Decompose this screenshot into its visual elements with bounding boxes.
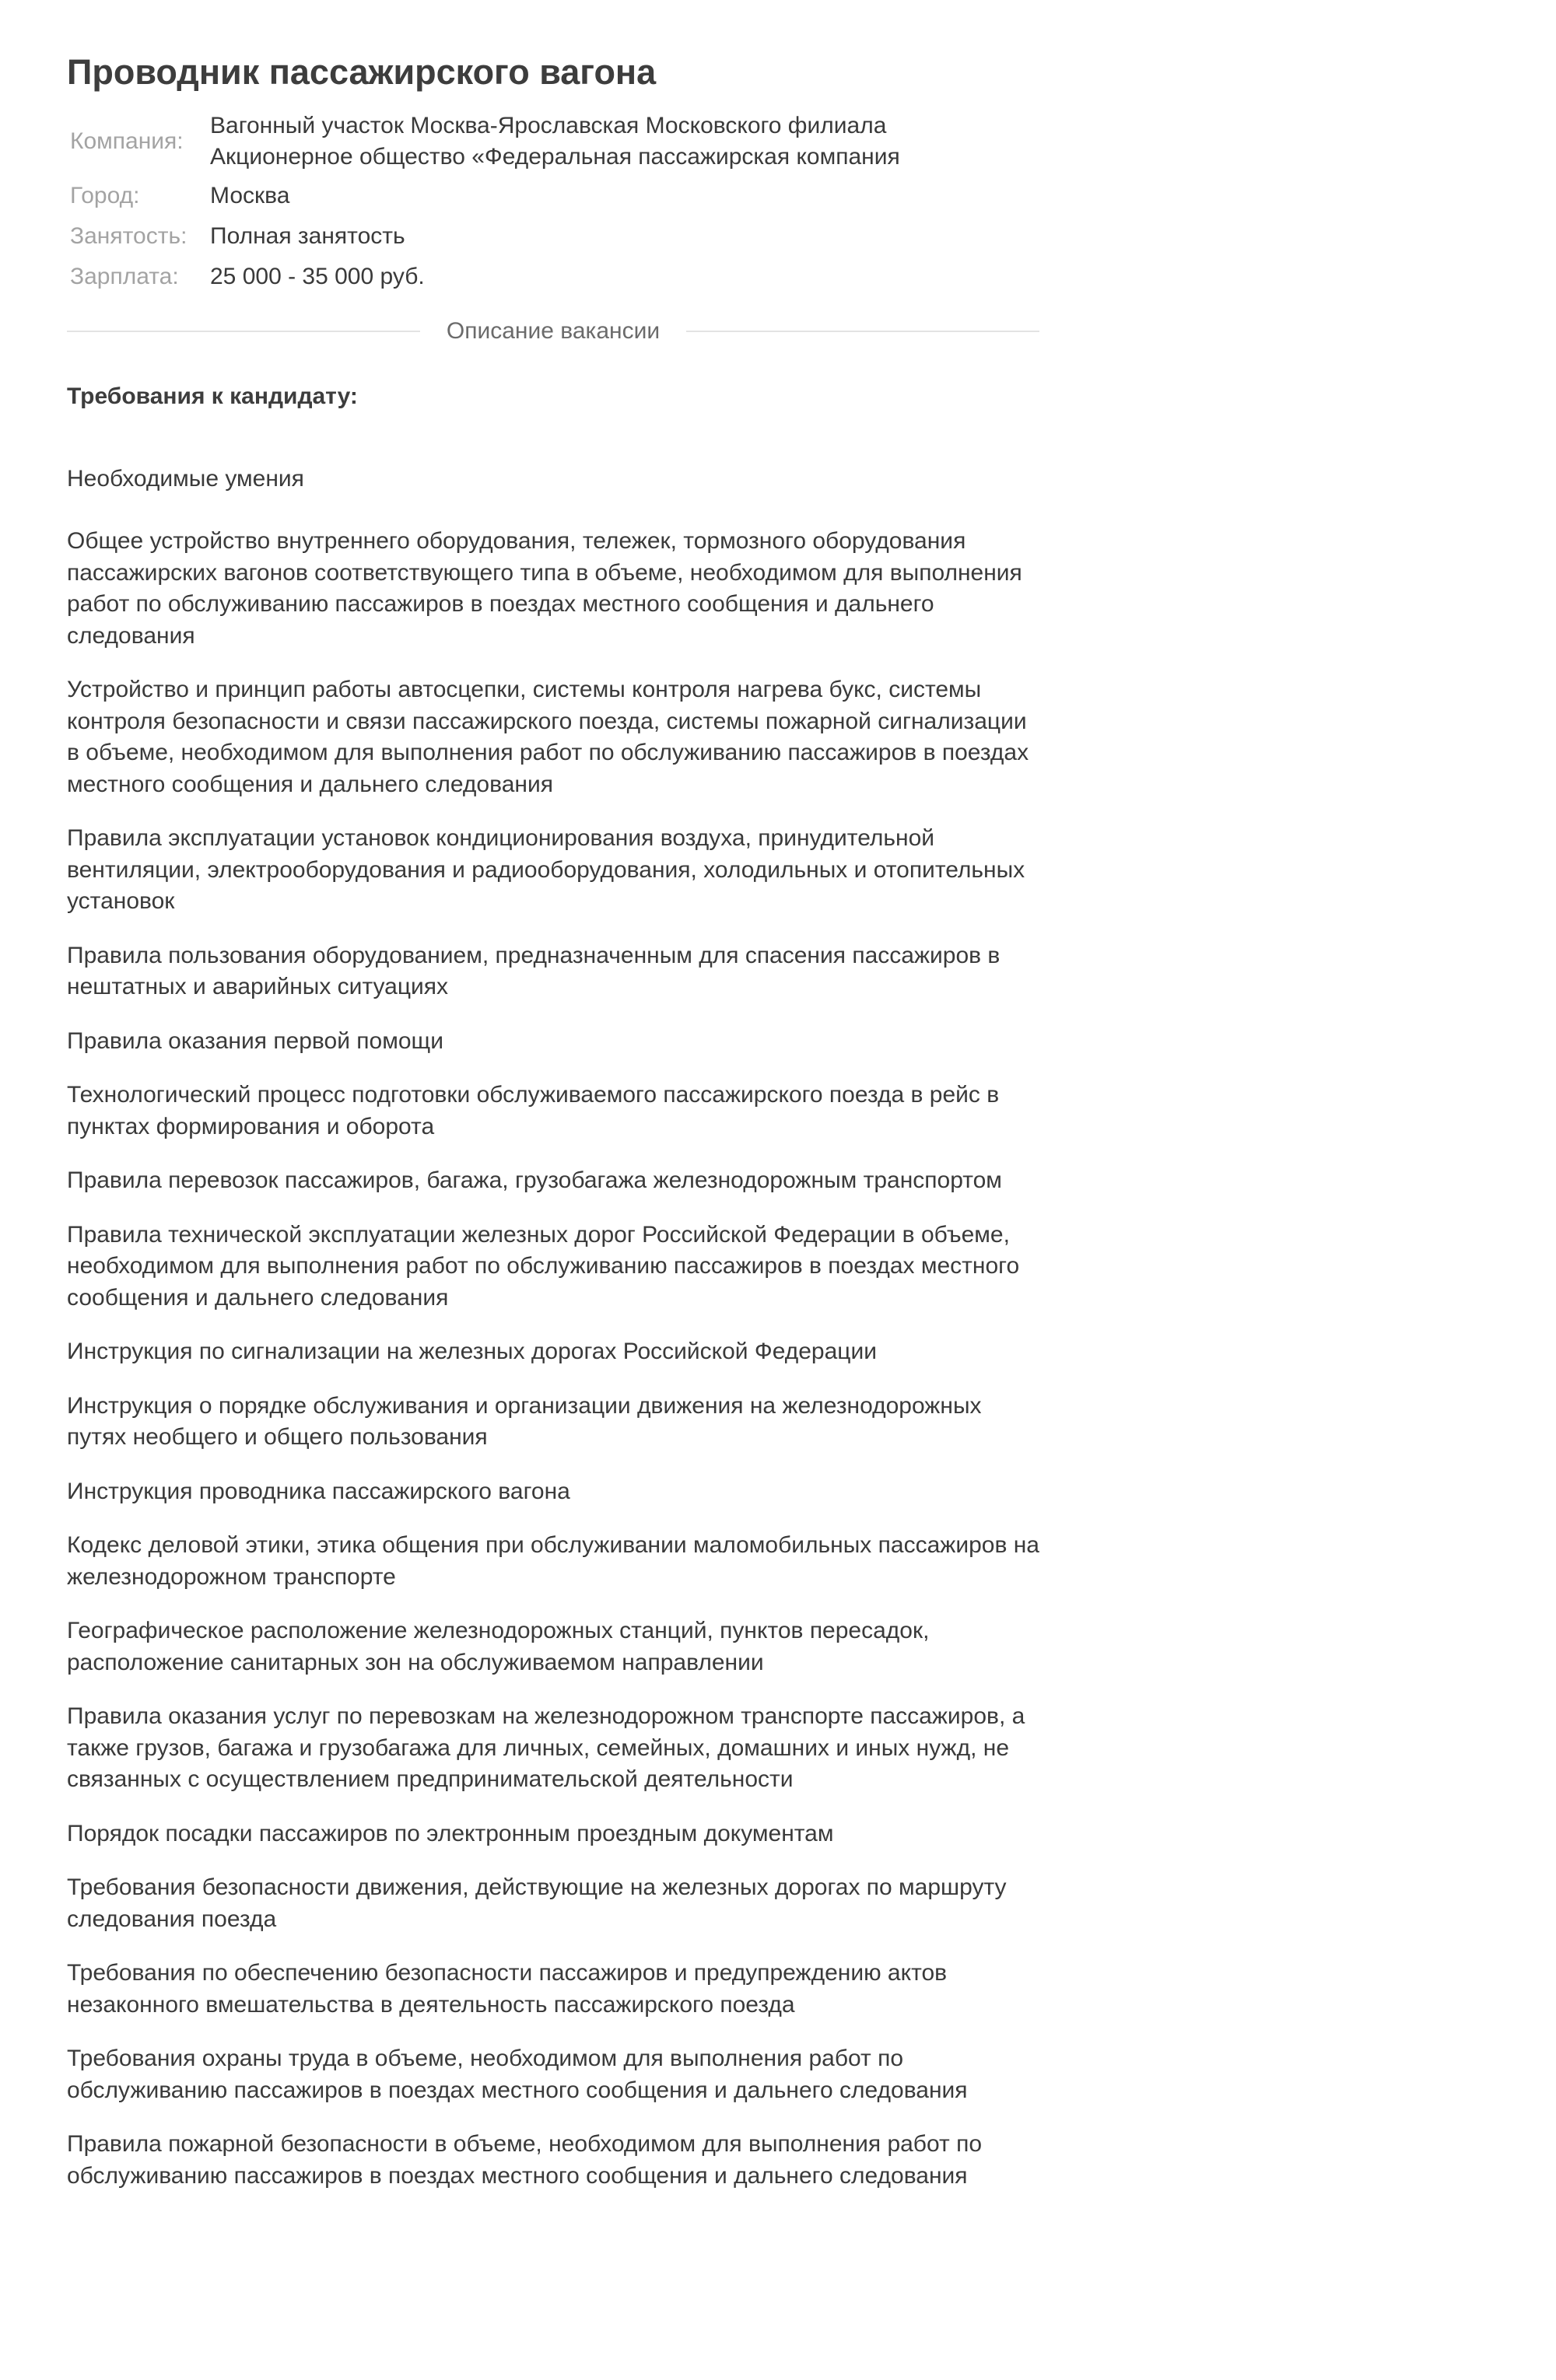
list-item: Требования по обеспечению безопасности пассажиров и предупреждению актов незаконного вмешательства в деятельность пассажирского поезда [67, 1960, 948, 2018]
vacancy-content [67, 47, 1039, 2214]
city-row [67, 176, 900, 216]
list-item: Правила эксплуатации установок кондиционирования воздуха, принудительной вентиляции, электрооборудования и радиооборудования, холодильных и отопительных установок [67, 825, 1025, 914]
list-item: Порядок посадки пассажиров по электронным проездным документам [67, 1820, 834, 1846]
vacancy-details [67, 107, 900, 297]
employment-row [67, 216, 900, 257]
description-divider [67, 316, 1039, 347]
description-section-label: Описание вакансии [446, 318, 661, 344]
company-name-line-1: Вагонный участок Москва-Ярославская Московского филиала [210, 113, 887, 138]
divider-line-left [67, 331, 420, 332]
list-item: Географическое расположение железнодорожных станций, пунктов пересадок, расположение санитарных зон на обслуживаемом направлении [67, 1618, 930, 1675]
divider-line-right [686, 331, 1039, 332]
company-value [210, 107, 900, 176]
company-row [67, 107, 900, 176]
list-item: Правила технической эксплуатации железных дорог Российской Федерации в объеме, необходимом для выполнения работ по обслуживанию пассажиров в поездах местного сообщения и дальнего следования [67, 1221, 1020, 1311]
requirements-list [67, 526, 1039, 2192]
list-item: Общее устройство внутреннего оборудования, тележек, тормозного оборудования пассажирских вагонов соответствующего типа в объеме, необходимом для выполнения работ по обслуживанию пассажиров в поездах местного сообщения и дальнего следования [67, 528, 1022, 649]
list-item: Технологический процесс подготовки обслуживаемого пассажирского поезда в рейс в пунктах формирования и оборота [67, 1082, 1000, 1139]
list-item: Инструкция по сигнализации на железных дорогах Российской Федерации [67, 1339, 877, 1364]
company-label: Компания: [70, 128, 184, 154]
salary-row [67, 257, 900, 297]
list-item: Устройство и принцип работы автосцепки, системы контроля нагрева букс, системы контроля безопасности и связи пассажирского поезда, системы пожарной сигнализации в объеме, необходимом для выполнения работ по обслуживанию пассажиров в поездах местного сообщения и дальнего следования [67, 677, 1029, 797]
city-value: Москва [210, 183, 290, 208]
list-item: Правила оказания услуг по перевозкам на железнодорожном транспорте пассажиров, а также грузов, багажа и грузобагажа для личных, семейных, домашних и иных нужд, не связанных с осуществлением предпринимательской деятельности [67, 1703, 1025, 1792]
vacancy-title: Проводник пассажирского вагона [67, 52, 657, 92]
list-item: Требования охраны труда в объеме, необходимом для выполнения работ по обслуживанию пассажиров в поездах местного сообщения и дальнего следования [67, 2046, 968, 2103]
list-item: Требования безопасности движения, действующие на железных дорогах по маршруту следования поезда [67, 1874, 1007, 1932]
list-item: Инструкция проводника пассажирского вагона [67, 1478, 570, 1504]
list-item: Правила пользования оборудованием, предназначенным для спасения пассажиров в нештатных и аварийных ситуациях [67, 942, 1001, 999]
city-label: Город: [70, 183, 140, 208]
list-item: Правила перевозок пассажиров, багажа, грузобагажа железнодорожным транспортом [67, 1167, 1002, 1193]
employment-value: Полная занятость [210, 223, 405, 249]
salary-label: Зарплата: [70, 264, 179, 289]
salary-value: 25 000 - 35 000 руб. [210, 264, 425, 289]
list-item: Правила оказания первой помощи [67, 1027, 443, 1054]
employment-label: Занятость: [70, 223, 187, 249]
requirements-heading: Требования к кандидату: [67, 383, 358, 409]
skills-subtitle: Необходимые умения [67, 466, 304, 492]
list-item: Инструкция о порядке обслуживания и организации движения на железнодорожных путях необщего и общего пользования [67, 1392, 982, 1450]
list-item: Правила пожарной безопасности в объеме, необходимом для выполнения работ по обслуживанию пассажиров в поездах местного сообщения и дальнего следования [67, 2131, 983, 2189]
company-name-line-2: Акционерное общество «Федеральная пассажирская компания [210, 144, 900, 170]
list-item: Кодекс деловой этики, этика общения при обслуживании маломобильных пассажиров на железнодорожном транспорте [67, 1532, 1039, 1590]
